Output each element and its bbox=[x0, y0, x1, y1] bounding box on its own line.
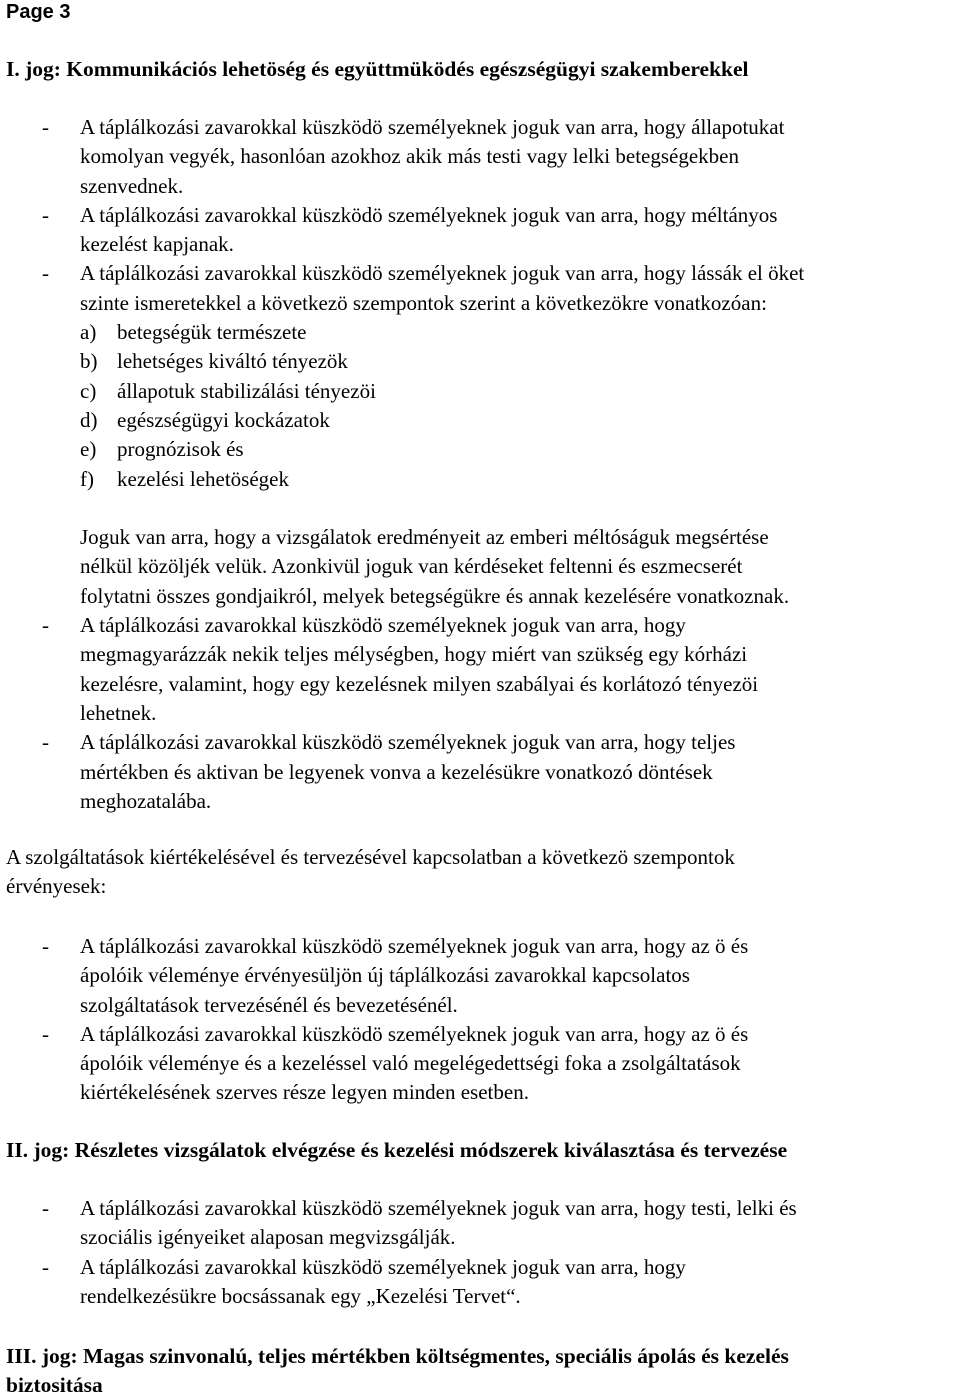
sublist-item bbox=[80, 377, 958, 406]
paragraph-line: A szolgáltatások kiértékelésével és tervezésével kapcsolatban a következö szempontok bbox=[6, 845, 735, 869]
list-item-line: meghozatalába. bbox=[80, 788, 212, 813]
bullet-dash: - bbox=[42, 115, 49, 139]
bullet-dash: - bbox=[42, 613, 49, 638]
list-item bbox=[6, 932, 958, 1020]
list-item-line: szinte ismeretekkel a következö szempontok szerint a következökre vonatkozóan: bbox=[80, 290, 767, 315]
list-item-line: A táplálkozási zavarokkal küszködö személyeknek joguk van arra, hogy az ö és bbox=[80, 934, 749, 958]
list-item-line: szolgáltatások tervezésénél és bevezetésénél. bbox=[80, 992, 458, 1017]
list-item-line: A táplálkozási zavarokkal küszködö személyeknek joguk van arra, hogy bbox=[80, 1254, 686, 1279]
list-item-line: A táplálkozási zavarokkal küszködö személyeknek joguk van arra, hogy az ö és bbox=[80, 1021, 749, 1046]
list-item-line: ápolóik véleménye és a kezeléssel való megelégedettségi foka a zsolgáltatások bbox=[80, 1051, 741, 1076]
sublist-item bbox=[80, 465, 958, 494]
bullet-dash: - bbox=[42, 1196, 49, 1220]
list-item-line: A táplálkozási zavarokkal küszködö személyeknek joguk van arra, hogy méltányos bbox=[80, 202, 778, 227]
list-item bbox=[6, 728, 958, 816]
sublist-text: lehetséges kiváltó tényezök bbox=[117, 349, 348, 374]
continuation-paragraph bbox=[6, 523, 958, 611]
sublist-text: prognózisok és bbox=[117, 437, 244, 462]
bullet-dash: - bbox=[42, 934, 49, 958]
sublist-letter: a) bbox=[80, 320, 97, 345]
bullet-dash: - bbox=[42, 202, 49, 227]
sublist-letter: f) bbox=[80, 466, 94, 491]
list-item bbox=[6, 113, 958, 142]
list-item bbox=[6, 1020, 958, 1108]
paragraph-line: érvényesek: bbox=[6, 874, 107, 899]
list-item-line: mértékben és aktivan be legyenek vonva a kezelésükre vonatkozó döntések bbox=[80, 759, 713, 784]
section-3-heading bbox=[6, 1342, 789, 1400]
list-item-line: komolyan vegyék, hasonlóan azokhoz akik más testi vagy lelki betegségekben bbox=[80, 144, 739, 169]
list-item-line: lehetnek. bbox=[80, 700, 157, 725]
sublist-item bbox=[80, 318, 958, 347]
page-number-label: Page 3 bbox=[6, 1, 71, 23]
list-item bbox=[6, 1253, 958, 1312]
list-item bbox=[6, 1194, 958, 1253]
list-item-line: A táplálkozási zavarokkal küszködö személyeknek joguk van arra, hogy állapotukat bbox=[80, 115, 785, 139]
bullet-dash: - bbox=[42, 730, 49, 755]
list-item bbox=[6, 259, 958, 318]
sublist-text: állapotuk stabilizálási tényezöi bbox=[117, 378, 376, 403]
list-item-line: szenvednek. bbox=[80, 173, 184, 198]
sublist-item bbox=[80, 435, 958, 464]
paragraph-line: nélkül közöljék velük. Azonkivül joguk van kérdéseket feltenni és eszmecserét bbox=[80, 554, 743, 579]
paragraph-line: folytatni összes gondjaikról, melyek betegségükre és annak kezelésére vonatkoznak. bbox=[80, 583, 790, 608]
list-item-line: A táplálkozási zavarokkal küszködö személyeknek joguk van arra, hogy teljes bbox=[80, 730, 736, 755]
aspect-sublist bbox=[6, 318, 958, 494]
sublist-letter: d) bbox=[80, 407, 98, 432]
list-item-line: kezelést kapjanak. bbox=[80, 232, 234, 257]
sublist-item bbox=[80, 347, 958, 376]
bullet-dash: - bbox=[42, 1021, 49, 1046]
paragraph-line: Joguk van arra, hogy a vizsgálatok eredményeit az emberi méltóságuk megsértése bbox=[80, 525, 769, 550]
section-2-body bbox=[6, 1194, 958, 1311]
list-item-line: megmagyarázzák nekik teljes mélységben, hogy miért van szükség egy kórházi bbox=[80, 642, 748, 667]
section-2-heading: II. jog: Részletes vizsgálatok elvégzése és kezelési módszerek kiválasztása és tervezése bbox=[6, 1138, 788, 1162]
sublist-item bbox=[80, 406, 958, 435]
sublist-letter: e) bbox=[80, 437, 97, 462]
list-item-line: A táplálkozási zavarokkal küszködö személyeknek joguk van arra, hogy testi, lelki és bbox=[80, 1196, 797, 1220]
list-item-line: kezelésre, valamint, hogy egy kezelésnek milyen szabályai és korlátozó tényezöi bbox=[80, 671, 759, 696]
heading-line: III. jog: Magas szinvonalú, teljes mértékben költségmentes, speciális ápolás és kezelés bbox=[6, 1344, 789, 1368]
section-1-body bbox=[6, 113, 958, 816]
bullet-dash: - bbox=[42, 261, 49, 286]
sublist-text: egészségügyi kockázatok bbox=[117, 407, 330, 432]
sublist-letter: c) bbox=[80, 378, 97, 403]
section-1-heading: I. jog: Kommunikációs lehetöség és együttmüködés egészségügyi szakemberekkel bbox=[6, 57, 749, 81]
list-item bbox=[6, 611, 958, 728]
sublist-text: betegségük természete bbox=[117, 320, 307, 345]
heading-line: biztositása bbox=[6, 1373, 103, 1397]
services-list bbox=[6, 932, 958, 1108]
list-item-line: A táplálkozási zavarokkal küszködö személyeknek joguk van arra, hogy bbox=[80, 613, 686, 638]
list-item-line: ápolóik véleménye érvényesüljön új táplálkozási zavarokkal kapcsolatos bbox=[80, 963, 690, 988]
sublist-letter: b) bbox=[80, 349, 98, 374]
sublist-text: kezelési lehetöségek bbox=[117, 466, 289, 491]
list-item-line: rendelkezésükre bocsássanak egy „Kezelési Tervet“. bbox=[80, 1283, 521, 1308]
services-intro bbox=[6, 843, 958, 902]
list-item bbox=[6, 201, 958, 260]
bullet-dash: - bbox=[42, 1254, 49, 1279]
list-item-line: szociális igényeiket alaposan megvizsgálják. bbox=[80, 1225, 456, 1250]
list-item-line: kiértékelésének szerves része legyen minden esetben. bbox=[80, 1080, 529, 1105]
list-item-line: A táplálkozási zavarokkal küszködö személyeknek joguk van arra, hogy lássák el öket bbox=[80, 261, 805, 286]
